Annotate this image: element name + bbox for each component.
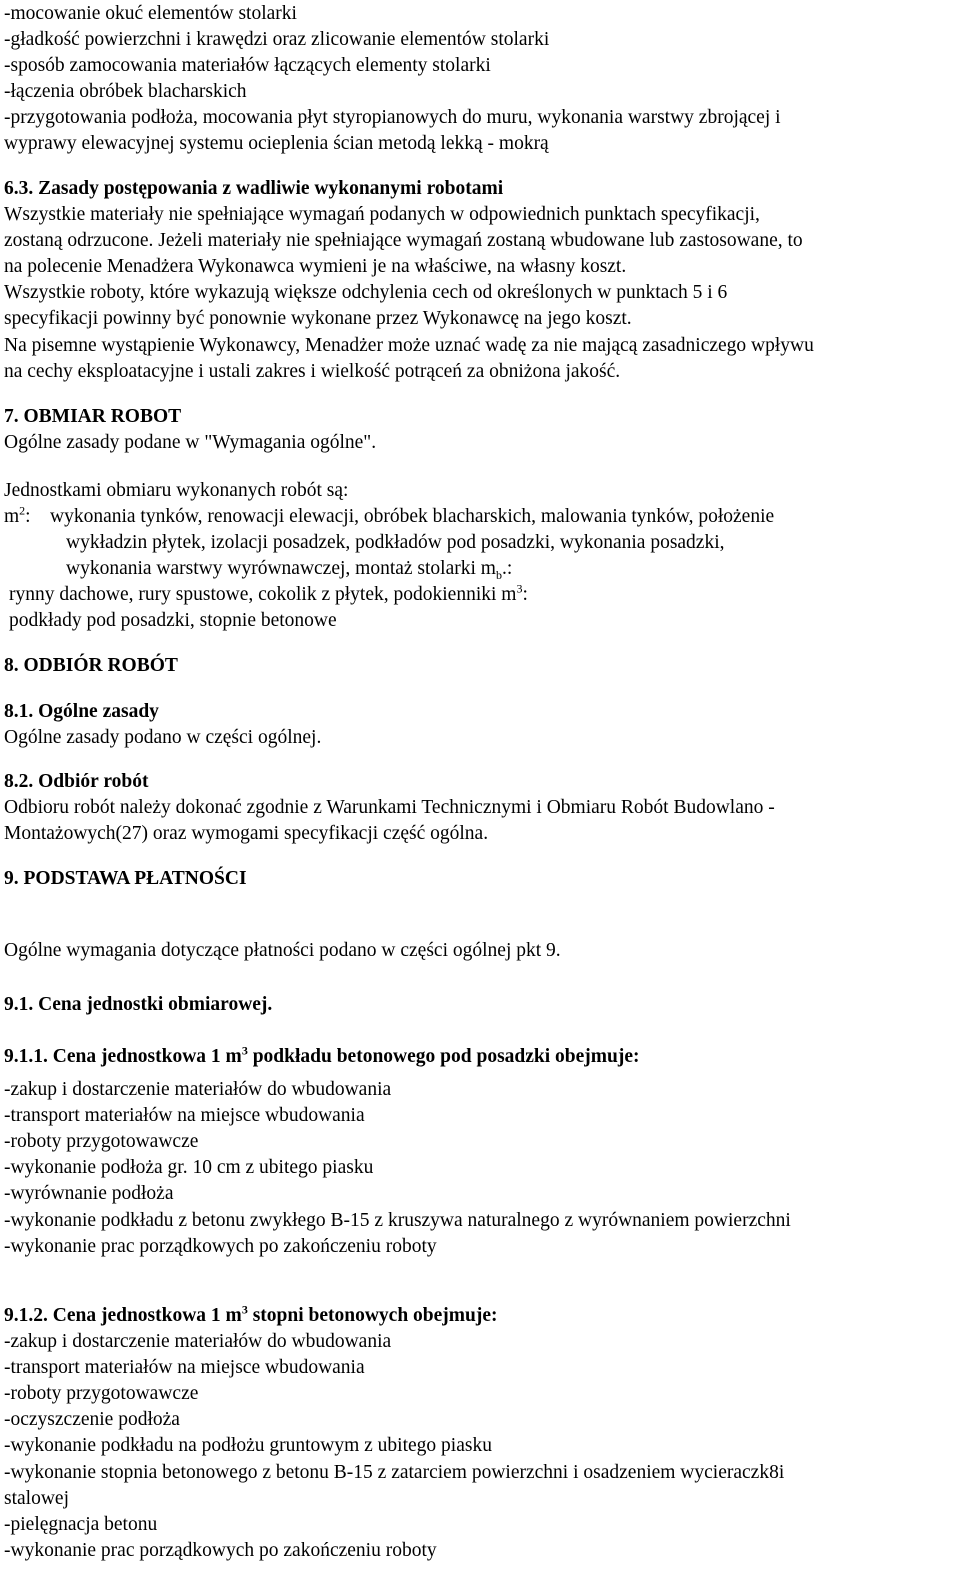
unit-symbol: m <box>4 506 20 527</box>
text-line <box>9 582 528 608</box>
list-item: -wykonanie prac porządkowych po zakończeniu roboty <box>4 1236 437 1257</box>
list-item: -transport materiałów na miejsce wbudowania <box>4 1357 365 1378</box>
text-line: Ogólne wymagania dotyczące płatności podano w części ogólnej pkt 9. <box>4 940 561 961</box>
section-heading: 8.1. Ogólne zasady <box>4 701 159 722</box>
text-line: Wszystkie materiały nie spełniające wymagań podanych w odpowiednich punktach specyfikacji, <box>4 204 760 225</box>
text-line: Wszystkie roboty, które wykazują większe odchylenia cech od określonych w punktach 5 i 6 <box>4 282 728 303</box>
text-line: Montażowych(27) oraz wymogami specyfikacji część ogólna. <box>4 823 489 844</box>
section-heading: 8.2. Odbiór robót <box>4 771 149 792</box>
text-line: Ogólne zasady podano w części ogólnej. <box>4 727 322 748</box>
text-line: na cechy eksploatacyjne i ustali zakres i wielkość potrąceń za obniżona jakość. <box>4 361 621 382</box>
text-segment: .: <box>501 558 513 579</box>
text-line: wykonania tynków, renowacji elewacji, obróbek blacharskich, malowania tynków, położenie <box>50 506 775 527</box>
unit-exponent: 2 <box>19 503 26 518</box>
text-line: Ogólne zasady podane w "Wymagania ogólne". <box>4 432 377 453</box>
section-heading: 7. OBMIAR ROBOT <box>4 406 182 427</box>
text-line: Jednostkami obmiaru wykonanych robót są: <box>4 480 349 501</box>
unit-subscript: b <box>495 567 502 582</box>
text-line: -gładkość powierzchni i krawędzi oraz zlicowanie elementów stolarki <box>4 29 550 50</box>
heading-segment: 9.1.1. Cena jednostkowa 1 m <box>4 1046 242 1067</box>
text-segment: rynny dachowe, rury spustowe, cokolik z płytek, podokienniki m <box>9 584 517 605</box>
text-line: wyprawy elewacyjnej systemu ocieplenia ścian metodą lekką - mokrą <box>4 133 549 154</box>
text-segment: wykonania warstwy wyrównawczej, montaż stolarki m <box>66 558 496 579</box>
list-item: -oczyszczenie podłoża <box>4 1409 180 1430</box>
list-item: -pielęgnacja betonu <box>4 1514 158 1535</box>
list-item: -wykonanie stopnia betonowego z betonu B-15 z zatarciem powierzchni i osadzeniem wycieraczk8i <box>4 1462 785 1483</box>
text-segment: : <box>522 584 528 605</box>
list-item: -roboty przygotowawcze <box>4 1131 199 1152</box>
text-line: na polecenie Menadżera Wykonawca wymieni je na właściwe, na własny koszt. <box>4 256 627 277</box>
text-line: -łączenia obróbek blacharskich <box>4 81 247 102</box>
list-item: -zakup i dostarczenie materiałów do wbudowania <box>4 1079 392 1100</box>
heading-segment: podkładu betonowego pod posadzki obejmuje: <box>247 1046 640 1067</box>
list-item: -wykonanie podkładu z betonu zwykłego B-15 z kruszywa naturalnego z wyrównaniem powierzchni <box>4 1210 791 1231</box>
heading-segment: 9.1.2. Cena jednostkowa 1 m <box>4 1305 242 1326</box>
text-line: zostaną odrzucone. Jeżeli materiały nie spełniające wymagań zostaną wbudowane lub zastosowane, to <box>4 230 803 251</box>
text-line <box>66 556 512 582</box>
text-line: -sposób zamocowania materiałów łączących elementy stolarki <box>4 55 491 76</box>
section-heading: 9.1. Cena jednostki obmiarowej. <box>4 994 273 1015</box>
section-heading <box>4 1303 498 1329</box>
section-heading: 8. ODBIÓR ROBÓT <box>4 655 178 676</box>
unit-line-m2 <box>4 504 31 530</box>
unit-colon: : <box>25 506 31 527</box>
text-line: -przygotowania podłoża, mocowania płyt styropianowych do muru, wykonania warstwy zbrojącej i <box>4 107 781 128</box>
unit-exponent: 3 <box>516 581 523 596</box>
text-line: wykładzin płytek, izolacji posadzek, podkładów pod posadzki, wykonania posadzki, <box>66 532 725 553</box>
text-line: specyfikacji powinny być ponownie wykonane przez Wykonawcę na jego koszt. <box>4 308 632 329</box>
text-line: podkłady pod posadzki, stopnie betonowe <box>9 610 337 631</box>
unit-exponent: 3 <box>241 1043 248 1058</box>
section-heading: 6.3. Zasady postępowania z wadliwie wykonanymi robotami <box>4 178 504 199</box>
text-line: Na pisemne wystąpienie Wykonawcy, Menadżer może uznać wadę za nie mającą zasadniczego wpływu <box>4 335 814 356</box>
unit-exponent: 3 <box>241 1302 248 1317</box>
section-heading <box>4 1044 640 1070</box>
list-item: -transport materiałów na miejsce wbudowania <box>4 1105 365 1126</box>
list-item: -wykonanie podłoża gr. 10 cm z ubitego piasku <box>4 1157 374 1178</box>
section-heading: 9. PODSTAWA PŁATNOŚCI <box>4 868 247 889</box>
list-item: -wykonanie prac porządkowych po zakończeniu roboty <box>4 1540 437 1561</box>
heading-segment: stopni betonowych obejmuje: <box>247 1305 498 1326</box>
list-item: stalowej <box>4 1488 69 1509</box>
text-line: -mocowanie okuć elementów stolarki <box>4 3 297 24</box>
text-line: Odbioru robót należy dokonać zgodnie z Warunkami Technicznymi i Obmiaru Robót Budowlano - <box>4 797 775 818</box>
list-item: -roboty przygotowawcze <box>4 1383 199 1404</box>
list-item: -zakup i dostarczenie materiałów do wbudowania <box>4 1331 392 1352</box>
list-item: -wyrównanie podłoża <box>4 1183 174 1204</box>
list-item: -wykonanie podkładu na podłożu gruntowym z ubitego piasku <box>4 1435 492 1456</box>
